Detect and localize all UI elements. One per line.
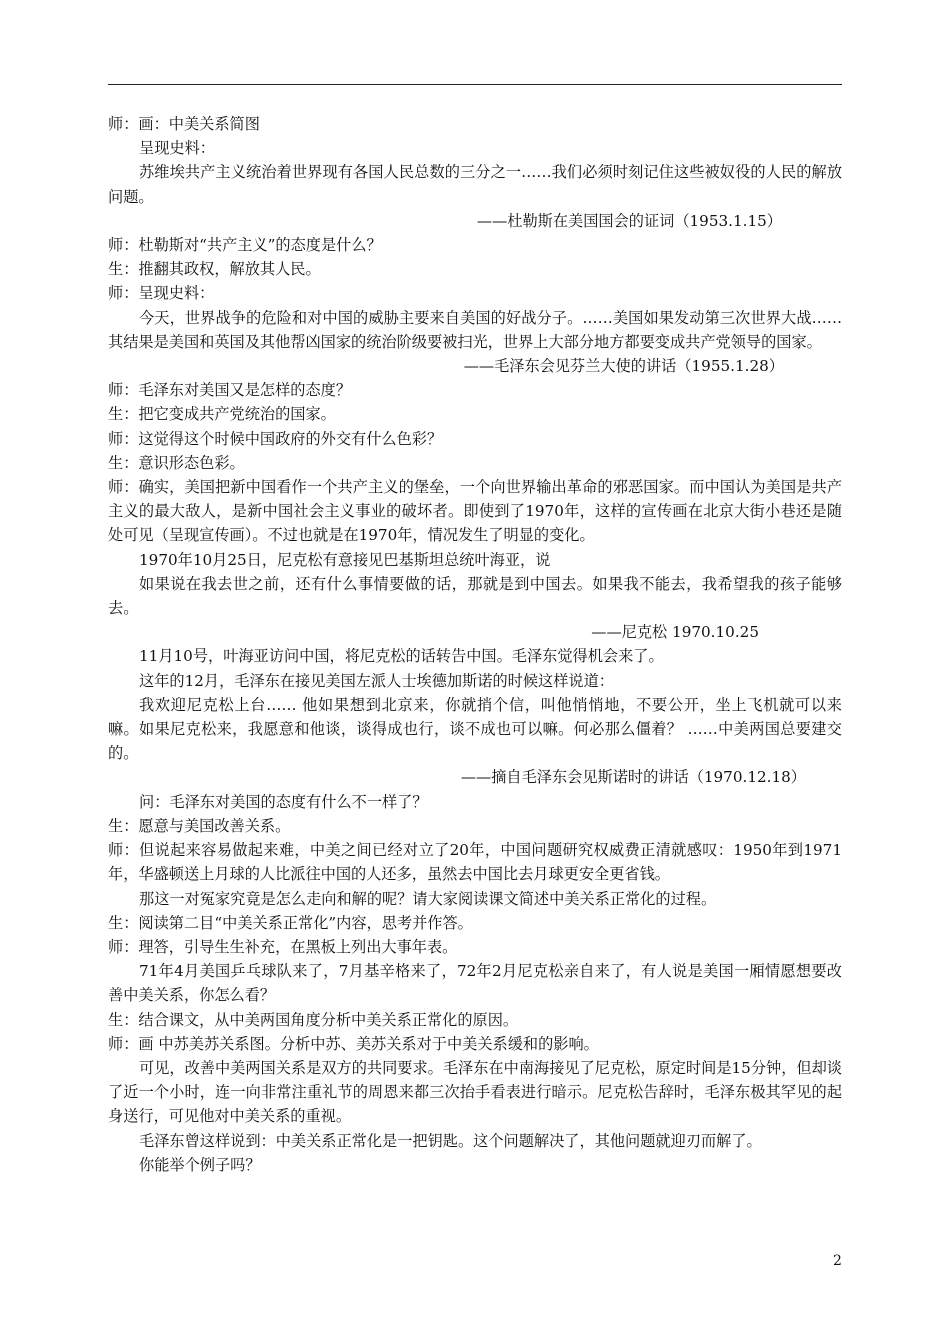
text-line: 师：毛泽东对美国又是怎样的态度？ [108,381,351,400]
text-line: 师：画 中苏美苏关系图。分析中苏、美苏关系对于中美关系缓和的影响。 [108,1034,599,1053]
source-citation: ——杜勒斯在美国国会的证词（1953.1.15） [476,211,782,230]
page-number: 2 [833,1253,842,1269]
text-line: 呈现史料： [139,139,215,158]
text-line: 可见，改善中美两国关系是双方的共同要求。毛泽东在中南海接见了尼克松，原定时间是15分钟，但却谈了近一个小时，连一向非常注重礼节的周恩来都三次抬手看表进行暗示。尼克松告辞时，毛泽东极其罕见的起身送行，可见他对中美关系的重视。 [108,1058,842,1126]
text-line: 师：画：中美关系简图 [108,115,260,133]
text-line: 你能举个例子吗？ [139,1155,261,1174]
text-line: 11月10号，叶海亚访问中国，将尼克松的话转告中国。毛泽东觉得机会来了。 [139,647,664,666]
source-citation: ——尼克松 1970.10.25 [591,623,759,642]
text-line: 生：结合课文，从中美两国角度分析中美关系正常化的原因。 [108,1010,519,1029]
text-line: 师：理答，引导生生补充，在黑板上列出大事年表。 [108,937,458,956]
text-line: 苏维埃共产主义统治着世界现有各国人民总数的三分之一……我们必须时刻记住这些被奴役的人民的解放问题。 [108,163,842,206]
text-line: 生：阅读第二目“中美关系正常化”内容，思考并作答。 [108,913,473,932]
text-line: 我欢迎尼克松上台…… 他如果想到北京来，你就捎个信，叫他悄悄地，不要公开，坐上飞机就可以来嘛。如果尼克松来，我愿意和他谈，谈得成也行，谈不成也可以嘛。何必那么僵着？ ……中美两国总要建交的。 [108,695,842,763]
text-line: 生：愿意与美国改善关系。 [108,816,291,835]
text-line: 师：杜勒斯对“共产主义”的态度是什么？ [108,236,382,255]
text-line: 那这一对冤家究竟是怎么走向和解的呢？请大家阅读课文简述中美关系正常化的过程。 [139,889,717,908]
text-line: 师：确实，美国把新中国看作一个共产主义的堡垒，一个向世界输出革命的邪恶国家。而中国认为美国是共产主义的最大敌人，是新中国社会主义事业的破坏者。即使到了1970年，这样的宣传画在北京大街小巷还是随处可见（呈现宣传画）。不过也就是在1970年，情况发生了明显的变化。 [108,478,842,545]
text-line: 师：这觉得这个时候中国政府的外交有什么色彩？ [108,429,443,448]
text-line: 师：呈现史料： [108,284,215,303]
source-citation: ——毛泽东会见芬兰大使的讲话（1955.1.28） [463,357,784,376]
text-line: 71年4月美国乒乓球队来了，7月基辛格来了，72年2月尼克松亲自来了，有人说是美国一厢情愿想要改善中美关系，你怎么看？ [108,962,842,1005]
text-line: 1970年10月25日，尼克松有意接见巴基斯坦总统叶海亚，说 [139,550,551,569]
document-body [108,112,842,1177]
text-line: 今天，世界战争的危险和对中国的威胁主要来自美国的好战分子。……美国如果发动第三次世界大战……其结果是美国和英国及其他帮凶国家的统治阶级要被扫光，世界上大部分地方都要变成共产党领导的国家。 [108,308,842,351]
text-line: 生：把它变成共产党统治的国家。 [108,405,336,424]
header-rule [108,84,842,85]
text-line: 毛泽东曾这样说到：中美关系正常化是一把钥匙。这个问题解决了，其他问题就迎刃而解了。 [139,1131,762,1150]
text-line: 问：毛泽东对美国的态度有什么不一样了？ [139,792,428,811]
source-citation: ——摘自毛泽东会见斯诺时的讲话（1970.12.18） [460,768,806,787]
text-line: 生：推翻其政权，解放其人民。 [108,260,321,279]
text-line: 师：但说起来容易做起来难，中美之间已经对立了20年，中国问题研究权威费正清就感叹：1950年到1971年，华盛顿送上月球的人比派往中国的人还多，虽然去中国比去月球更安全更省钱。 [108,841,842,884]
text-line: 生：意识形态色彩。 [108,453,245,472]
text-line: 如果说在我去世之前，还有什么事情要做的话，那就是到中国去。如果我不能去，我希望我的孩子能够去。 [108,574,842,618]
text-line: 这年的12月，毛泽东在接见美国左派人士埃德加斯诺的时候这样说道： [139,671,614,690]
